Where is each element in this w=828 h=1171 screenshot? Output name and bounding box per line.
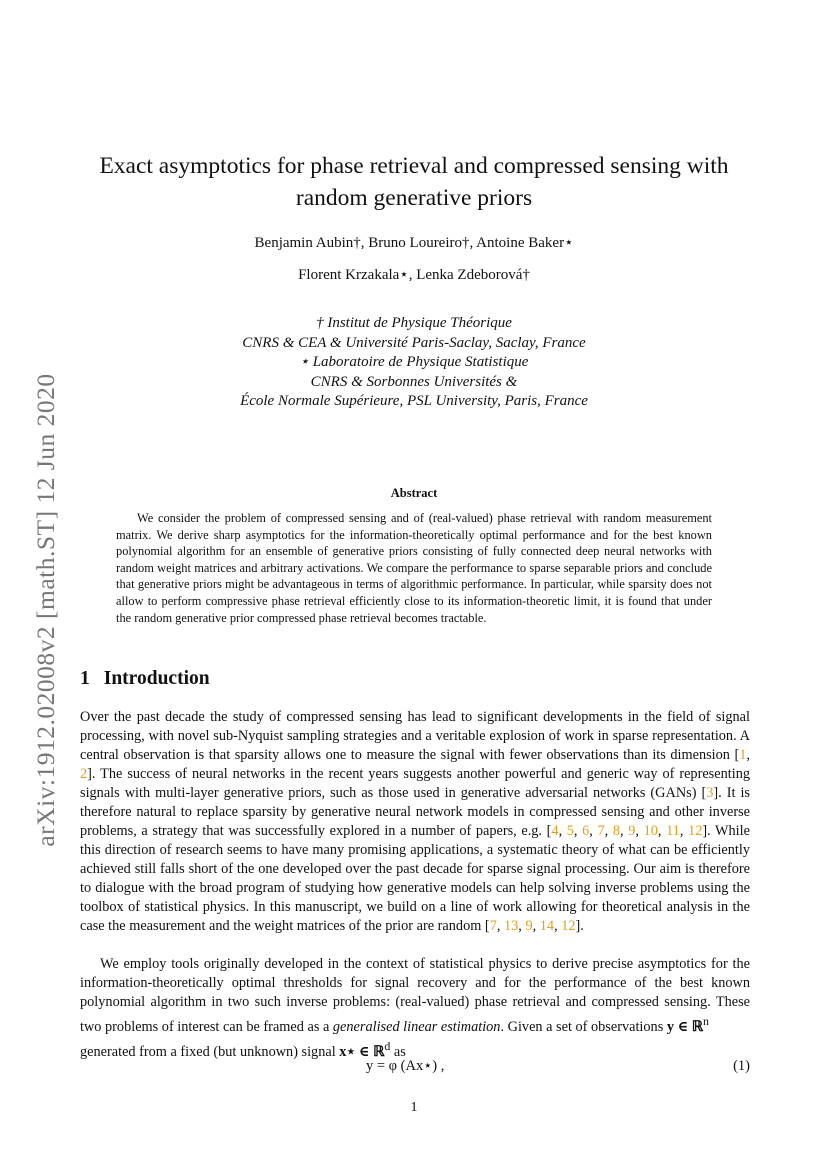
title-line-2: random generative priors <box>295 185 533 211</box>
page-number: 1 <box>410 1100 418 1115</box>
citation-link[interactable]: 5 <box>566 823 574 839</box>
citation-link[interactable]: 8 <box>612 823 620 839</box>
intro-paragraph-2 <box>80 955 750 1062</box>
math-inline: y ∈ ℝ <box>666 1018 704 1035</box>
citation-link[interactable]: 14 <box>539 918 555 934</box>
citation-link[interactable]: 12 <box>561 918 576 934</box>
affiliations <box>60 314 768 412</box>
citation-link[interactable]: 9 <box>525 918 533 934</box>
citation-link[interactable]: 13 <box>504 918 519 934</box>
equation-body: y = φ (Ax⋆) , <box>366 1058 445 1074</box>
section-heading <box>80 668 210 690</box>
text-run: ]. While this direction of research seems to have many promising applications, a systematic theory of what can be efficiently achieved still falls short of the one developed over the past decade for sparse signal processing. Our aim is therefore to dialogue with the broad program of studying how generative models can help solving inverse problems using the toolbox of statistical physics. In this manuscript, we build on a line of work allowing for theoretical analysis in the case the measurement and the weight matrices of the prior are random [ <box>80 823 750 934</box>
intro-paragraph-1: Over the past decade the study of compressed sensing has lead to significant developments in the field of signal processing, with novel sub-Nyquist sampling strategies and a veritable explosion of work in sparse representation. A central observation is that sparsity allows one to measure the signal with fewer observations than its dimension [1, 2]. The success of neural networks in the recent years suggests another powerful and generic way of representing signals with multi-layer generative priors, such as those used in generative adversarial networks (GANs) [3]. It is therefore natural to replace sparsity by generative neural network models in compressed sensing and other inverse problems, a strategy that was successfully explored in a number of papers, e.g. [4, 5, 6, 7, 8, 9, 10, 11, 12]. While this direction of research seems to have many promising applications, a systematic theory of what can be efficiently achieved still falls short of the one developed over the past decade for sparse signal processing. Our aim is therefore to dialogue with the broad program of studying how generative models can help solving inverse problems using the toolbox of statistical physics. In this manuscript, we build on a line of work allowing for theoretical analysis in the case the measurement and the weight matrices of the prior are random [7, 13, 9, 14, 12]. <box>80 709 750 934</box>
abstract-text: We consider the problem of compressed sensing and of (real-valued) phase retrieval with random measurement matrix. We derive sharp asymptotics for the information-theoretically optimal performance and for the best known polynomial algorithm for an ensemble of generative priors consisting of fully connected deep neural networks with random weight matrices and arbitrary activations. We compare the performance to sparse separable priors and conclude that generative priors might be advantageous in terms of algorithmic performance. In particular, while sparsity does not allow to perform compressive phase retrieval efficiently close to its information-theoretic limit, it is found that under the random generative prior compressed phase retrieval becomes tractable. <box>116 511 712 625</box>
text-run: ]. It is therefore natural to replace sparsity by generative neural network models in compressed sensing and other inverse problems, a strategy that was successfully explored in a number of papers, e.g. [ <box>80 785 750 839</box>
text-run: generated from a fixed (but unknown) signal <box>80 1043 340 1060</box>
text-run: Over the past decade the study of compressed sensing has lead to significant developments in the field of signal processing, with novel sub-Nyquist sampling strategies and a veritable explosion of work in sparse representation. A central observation is that sparsity allows one to measure the signal with fewer observations than its dimension [ <box>80 709 750 763</box>
affiliation-line: CNRS & CEA & Université Paris-Saclay, Saclay, France <box>242 334 586 351</box>
text-run: as <box>390 1043 406 1060</box>
equation-label: (1) <box>733 1058 750 1074</box>
text-run: . Given a set of observations <box>500 1018 667 1035</box>
section-number: 1 <box>80 668 90 689</box>
citation-link[interactable]: 7 <box>597 823 605 839</box>
math-superscript: n <box>703 1014 709 1028</box>
citation-link[interactable]: 3 <box>706 785 714 801</box>
abstract-heading: Abstract <box>390 486 438 500</box>
text-run: ]. The success of neural networks in the recent years suggests another powerful and generic way of representing signals with multi-layer generative priors, such as those used in generative adversarial networks (GANs) [ <box>80 766 750 801</box>
paper-title <box>60 150 768 214</box>
citation-link[interactable]: 4 <box>551 823 559 839</box>
arxiv-stamp: arXiv:1912.02008v2 [math.ST] 12 Jun 2020 <box>31 373 60 847</box>
citation-link[interactable]: 7 <box>489 918 497 934</box>
citation-link[interactable]: 11 <box>666 823 680 839</box>
emphasis: generalised linear estimation <box>332 1018 501 1035</box>
citation-link[interactable]: 1 <box>739 747 747 763</box>
math-superscript: d <box>384 1038 391 1053</box>
authors-line-1: Benjamin Aubin†, Bruno Loureiro†, Antoine Baker⋆ <box>254 235 574 251</box>
math-inline: x⋆ ∈ ℝ <box>339 1043 385 1060</box>
affiliation-line: ⋆ Laboratoire de Physique Statistique <box>299 354 529 370</box>
citation-link[interactable]: 6 <box>582 823 590 839</box>
text-run: We employ tools originally developed in the context of statistical physics to derive precise asymptotics for the information-theoretically optimal thresholds for signal recovery and for the performance of the best known polynomial algorithm in two such inverse problems: (real-valued) phase retrieval and compressed sensing. These two problems of interest can be framed as a <box>80 956 750 1035</box>
title-line-1: Exact asymptotics for phase retrieval and compressed sensing with <box>99 153 729 179</box>
authors-line-2: Florent Krzakala⋆, Lenka Zdeborová† <box>298 267 530 283</box>
citation-link[interactable]: 12 <box>688 823 703 839</box>
text-run: ]. <box>575 918 584 934</box>
citation-link[interactable]: 10 <box>643 823 658 839</box>
affiliation-line: † Institut de Physique Théorique <box>316 315 512 331</box>
section-title: Introduction <box>103 668 210 689</box>
citation-link[interactable]: 2 <box>80 766 88 782</box>
affiliation-line: École Normale Supérieure, PSL University, Paris, France <box>240 393 588 409</box>
citation-link[interactable]: 9 <box>628 823 636 839</box>
affiliation-line: CNRS & Sorbonnes Universités & <box>310 373 518 390</box>
